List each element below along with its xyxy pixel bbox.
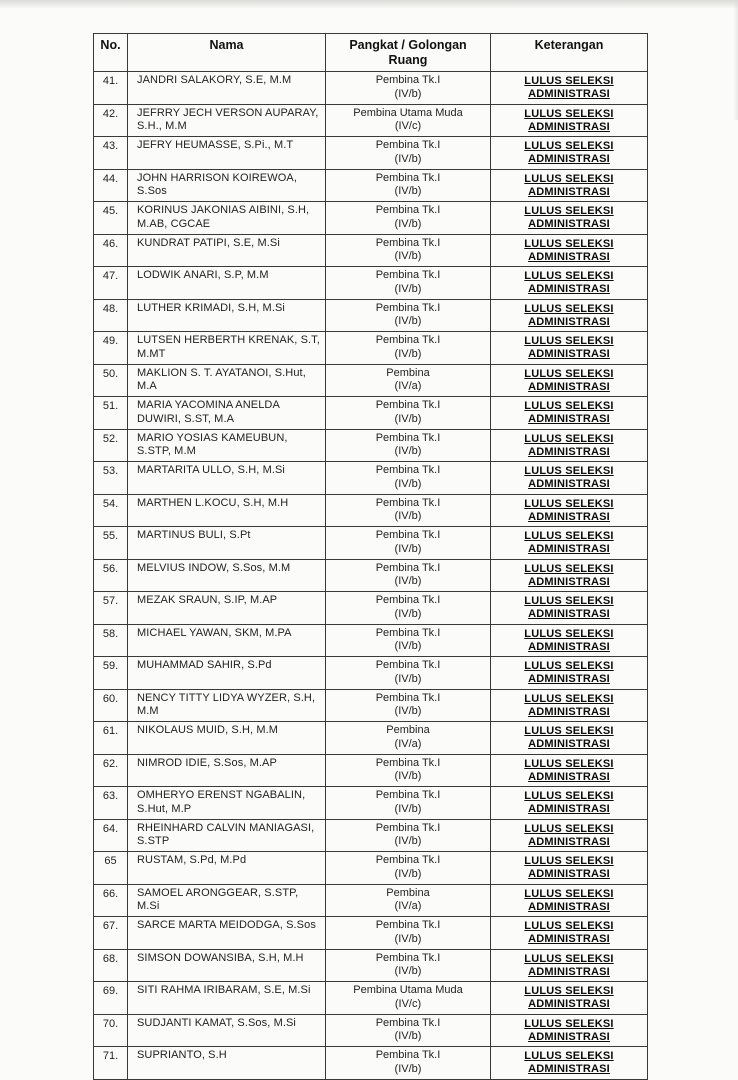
row-number: 42. (94, 104, 128, 137)
row-name: JOHN HARRISON KOIREWOA, S.Sos (128, 169, 326, 202)
pangkat-name: Pembina Tk.I (375, 561, 441, 574)
row-keterangan-cell (491, 202, 648, 235)
golongan-ruang: (IV/b) (394, 510, 422, 522)
row-keterangan-cell (491, 169, 648, 202)
row-name: NENCY TITTY LIDYA WYZER, S.H, M.M (128, 689, 326, 722)
row-name: JEFRY HEUMASSE, S.Pi., M.T (128, 137, 326, 170)
status-lulus-label: LULUS SELEKSI ADMINISTRASI (524, 270, 614, 295)
golongan-ruang: (IV/a) (394, 737, 422, 750)
row-name: KUNDRAT PATIPI, S.E, M.Si (128, 234, 326, 267)
row-pangkat-cell (326, 787, 491, 820)
pangkat-name: Pembina Tk.I (375, 1016, 441, 1029)
table-row (94, 527, 648, 560)
status-lulus-label: LULUS SELEKSI ADMINISTRASI (524, 530, 614, 555)
row-pangkat-cell (326, 104, 491, 137)
table-row (94, 332, 648, 365)
row-pangkat-cell (326, 169, 491, 202)
row-pangkat-cell (326, 819, 491, 852)
pangkat-name: Pembina Tk.I (375, 789, 441, 801)
pangkat-name: Pembina (386, 886, 430, 899)
status-lulus-label: LULUS SELEKSI ADMINISTRASI (524, 400, 614, 425)
status-lulus-label: LULUS SELEKSI ADMINISTRASI (524, 432, 614, 458)
table-row (94, 299, 648, 332)
row-pangkat-cell (326, 624, 491, 657)
table-row (94, 917, 648, 950)
pangkat-name: Pembina Tk.I (375, 594, 441, 606)
row-number: 59. (94, 657, 128, 690)
row-pangkat-cell (326, 982, 491, 1015)
row-number: 70. (94, 1014, 128, 1047)
row-pangkat-cell (326, 494, 491, 527)
table-row (94, 592, 648, 625)
row-keterangan-cell (491, 819, 648, 852)
row-name: JANDRI SALAKORY, S.E, M.M (128, 72, 326, 105)
row-keterangan-cell (491, 982, 648, 1015)
row-name: JEFRRY JECH VERSON AUPARAY, S.H., M.M (128, 104, 326, 137)
status-lulus-label: LULUS SELEKSI ADMINISTRASI (524, 465, 614, 490)
pangkat-name: Pembina Tk.I (375, 659, 441, 671)
pangkat-name: Pembina Tk.I (375, 951, 441, 964)
row-pangkat-cell (326, 72, 491, 105)
table-row (94, 657, 648, 690)
row-number: 47. (94, 267, 128, 300)
row-number: 41. (94, 72, 128, 105)
row-keterangan-cell (491, 624, 648, 657)
row-pangkat-cell (326, 949, 491, 982)
table-row (94, 852, 648, 885)
table-row (94, 364, 648, 397)
table-row (94, 202, 648, 235)
table-row (94, 169, 648, 202)
row-keterangan-cell (491, 364, 648, 397)
pangkat-name: Pembina (386, 366, 430, 379)
row-pangkat-cell (326, 852, 491, 885)
table-row (94, 462, 648, 495)
row-keterangan-cell (491, 267, 648, 300)
pangkat-name: Pembina Tk.I (375, 431, 441, 444)
table-row (94, 429, 648, 462)
row-keterangan-cell (491, 1047, 648, 1080)
row-number: 50. (94, 364, 128, 397)
golongan-ruang: (IV/b) (394, 217, 422, 230)
row-number: 52. (94, 429, 128, 462)
row-keterangan-cell (491, 72, 648, 105)
row-pangkat-cell (326, 722, 491, 755)
golongan-ruang: (IV/b) (394, 1030, 422, 1042)
row-pangkat-cell (326, 332, 491, 365)
row-number: 58. (94, 624, 128, 657)
row-number: 71. (94, 1047, 128, 1080)
row-keterangan-cell (491, 527, 648, 560)
golongan-ruang: (IV/b) (394, 1062, 422, 1075)
row-pangkat-cell (326, 429, 491, 462)
golongan-ruang: (IV/c) (394, 997, 422, 1010)
table-row (94, 494, 648, 527)
pangkat-name: Pembina Tk.I (375, 236, 441, 249)
row-pangkat-cell (326, 462, 491, 495)
row-keterangan-cell (491, 592, 648, 625)
pangkat-name: Pembina Tk.I (375, 301, 441, 314)
row-name: MAKLION S. T. AYATANOI, S.Hut, M.A (128, 364, 326, 397)
row-pangkat-cell (326, 689, 491, 722)
pangkat-name: Pembina Tk.I (375, 919, 441, 931)
row-name: LUTHER KRIMADI, S.H, M.Si (128, 299, 326, 332)
row-name: MARIO YOSIAS KAMEUBUN, S.STP, M.M (128, 429, 326, 462)
status-lulus-label: LULUS SELEKSI ADMINISTRASI (524, 692, 614, 718)
row-name: SITI RAHMA IRIBARAM, S.E, M.Si (128, 982, 326, 1015)
golongan-ruang: (IV/b) (394, 185, 422, 197)
row-name: KORINUS JAKONIAS AIBINI, S.H, M.AB, CGCAE (128, 202, 326, 235)
pangkat-name: Pembina Tk.I (375, 171, 441, 184)
status-lulus-label: LULUS SELEKSI ADMINISTRASI (524, 855, 614, 880)
golongan-ruang: (IV/b) (394, 412, 422, 425)
golongan-ruang: (IV/b) (394, 445, 422, 457)
status-lulus-label: LULUS SELEKSI ADMINISTRASI (524, 790, 614, 815)
status-lulus-label: LULUS SELEKSI ADMINISTRASI (524, 920, 614, 945)
table-row (94, 722, 648, 755)
pangkat-name: Pembina Tk.I (375, 464, 441, 476)
status-lulus-label: LULUS SELEKSI ADMINISTRASI (524, 952, 614, 978)
row-name: OMHERYO ERENST NGABALIN, S.Hut, M.P (128, 787, 326, 820)
status-lulus-label: LULUS SELEKSI ADMINISTRASI (524, 985, 614, 1010)
row-name: MELVIUS INDOW, S.Sos, M.M (128, 559, 326, 592)
row-name: MICHAEL YAWAN, SKM, M.PA (128, 624, 326, 657)
golongan-ruang: (IV/b) (394, 575, 422, 587)
row-pangkat-cell (326, 202, 491, 235)
row-keterangan-cell (491, 559, 648, 592)
scan-edge-artifact (0, 0, 738, 8)
row-keterangan-cell (491, 137, 648, 170)
row-pangkat-cell (326, 267, 491, 300)
header-row (94, 34, 648, 72)
row-pangkat-cell (326, 299, 491, 332)
row-pangkat-cell (326, 397, 491, 430)
golongan-ruang: (IV/b) (394, 607, 422, 620)
row-name: MARTARITA ULLO, S.H, M.Si (128, 462, 326, 495)
row-keterangan-cell (491, 949, 648, 982)
status-lulus-label: LULUS SELEKSI ADMINISTRASI (524, 627, 614, 653)
row-name: SUPRIANTO, S.H (128, 1047, 326, 1080)
row-keterangan-cell (491, 397, 648, 430)
status-lulus-label: LULUS SELEKSI ADMINISTRASI (524, 887, 614, 913)
status-lulus-label: LULUS SELEKSI ADMINISTRASI (524, 497, 614, 523)
status-lulus-label: LULUS SELEKSI ADMINISTRASI (524, 660, 614, 685)
golongan-ruang: (IV/b) (394, 250, 422, 262)
row-pangkat-cell (326, 657, 491, 690)
row-name: LODWIK ANARI, S.P, M.M (128, 267, 326, 300)
row-keterangan-cell (491, 332, 648, 365)
golongan-ruang: (IV/b) (394, 477, 422, 490)
status-lulus-label: LULUS SELEKSI ADMINISTRASI (524, 107, 614, 133)
table-row (94, 754, 648, 787)
scan-edge-artifact-right (733, 0, 738, 120)
table-row (94, 884, 648, 917)
golongan-ruang: (IV/c) (394, 120, 422, 132)
row-number: 54. (94, 494, 128, 527)
pangkat-name: Pembina Tk.I (375, 756, 441, 769)
golongan-ruang: (IV/b) (394, 347, 422, 360)
pangkat-name: Pembina Utama Muda (353, 984, 463, 996)
row-pangkat-cell (326, 917, 491, 950)
row-number: 48. (94, 299, 128, 332)
pangkat-name: Pembina (386, 724, 430, 736)
row-number: 44. (94, 169, 128, 202)
row-name: MARTHEN L.KOCU, S.H, M.H (128, 494, 326, 527)
row-keterangan-cell (491, 754, 648, 787)
header-pangkat-golongan-label: Pangkat / Golongan Ruang (349, 38, 467, 67)
row-pangkat-cell (326, 559, 491, 592)
table-row (94, 1047, 648, 1080)
golongan-ruang: (IV/b) (394, 542, 422, 555)
row-name: SAMOEL ARONGGEAR, S.STP, M.Si (128, 884, 326, 917)
row-keterangan-cell (491, 104, 648, 137)
status-lulus-label: LULUS SELEKSI ADMINISTRASI (524, 302, 614, 328)
row-number: 63. (94, 787, 128, 820)
golongan-ruang: (IV/b) (394, 835, 422, 847)
table-row (94, 982, 648, 1015)
status-lulus-label: LULUS SELEKSI ADMINISTRASI (524, 757, 614, 783)
row-number: 60. (94, 689, 128, 722)
row-name: MEZAK SRAUN, S.IP, M.AP (128, 592, 326, 625)
status-lulus-label: LULUS SELEKSI ADMINISTRASI (524, 237, 614, 263)
table-row (94, 559, 648, 592)
row-number: 66. (94, 884, 128, 917)
golongan-ruang: (IV/b) (394, 87, 422, 100)
pangkat-name: Pembina Tk.I (375, 821, 441, 834)
row-keterangan-cell (491, 689, 648, 722)
golongan-ruang: (IV/b) (394, 867, 422, 880)
status-lulus-label: LULUS SELEKSI ADMINISTRASI (524, 822, 614, 848)
row-name: SARCE MARTA MEIDODGA, S.Sos (128, 917, 326, 950)
row-name: SIMSON DOWANSIBA, S.H, M.H (128, 949, 326, 982)
golongan-ruang: (IV/a) (394, 900, 422, 912)
header-no: No. (94, 34, 128, 72)
pangkat-name: Pembina Tk.I (375, 139, 441, 151)
pangkat-name: Pembina Tk.I (375, 854, 441, 866)
row-name: RUSTAM, S.Pd, M.Pd (128, 852, 326, 885)
row-keterangan-cell (491, 917, 648, 950)
row-number: 67. (94, 917, 128, 950)
golongan-ruang: (IV/b) (394, 672, 422, 685)
golongan-ruang: (IV/a) (394, 380, 422, 392)
row-pangkat-cell (326, 1047, 491, 1080)
table-row (94, 137, 648, 170)
pangkat-name: Pembina Tk.I (375, 626, 441, 639)
pangkat-name: Pembina Tk.I (375, 1049, 441, 1061)
status-lulus-label: LULUS SELEKSI ADMINISTRASI (524, 562, 614, 588)
table-row (94, 234, 648, 267)
row-keterangan-cell (491, 299, 648, 332)
golongan-ruang: (IV/b) (394, 152, 422, 165)
pangkat-name: Pembina Tk.I (375, 334, 441, 346)
row-name: NIKOLAUS MUID, S.H, M.M (128, 722, 326, 755)
row-number: 43. (94, 137, 128, 170)
table-row (94, 104, 648, 137)
status-lulus-label: LULUS SELEKSI ADMINISTRASI (524, 1017, 614, 1043)
row-keterangan-cell (491, 494, 648, 527)
row-keterangan-cell (491, 234, 648, 267)
row-name: RHEINHARD CALVIN MANIAGASI, S.STP (128, 819, 326, 852)
row-keterangan-cell (491, 787, 648, 820)
pangkat-name: Pembina Tk.I (375, 399, 441, 411)
row-number: 45. (94, 202, 128, 235)
status-lulus-label: LULUS SELEKSI ADMINISTRASI (524, 205, 614, 230)
row-number: 69. (94, 982, 128, 1015)
table-row (94, 949, 648, 982)
row-name: MARIA YACOMINA ANELDA DUWIRI, S.ST, M.A (128, 397, 326, 430)
golongan-ruang: (IV/b) (394, 770, 422, 782)
row-keterangan-cell (491, 884, 648, 917)
row-number: 55. (94, 527, 128, 560)
golongan-ruang: (IV/b) (394, 282, 422, 295)
row-pangkat-cell (326, 884, 491, 917)
row-number: 49. (94, 332, 128, 365)
status-lulus-label: LULUS SELEKSI ADMINISTRASI (524, 335, 614, 360)
golongan-ruang: (IV/b) (394, 932, 422, 945)
row-name: MARTINUS BULI, S.Pt (128, 527, 326, 560)
golongan-ruang: (IV/b) (394, 965, 422, 977)
row-name: MUHAMMAD SAHIR, S.Pd (128, 657, 326, 690)
status-lulus-label: LULUS SELEKSI ADMINISTRASI (524, 1050, 614, 1075)
row-name: LUTSEN HERBERTH KRENAK, S.T, M.MT (128, 332, 326, 365)
row-number: 53. (94, 462, 128, 495)
pangkat-name: Pembina Tk.I (375, 496, 441, 509)
status-lulus-label: LULUS SELEKSI ADMINISTRASI (524, 367, 614, 393)
table-row (94, 624, 648, 657)
row-keterangan-cell (491, 462, 648, 495)
row-keterangan-cell (491, 1014, 648, 1047)
row-keterangan-cell (491, 429, 648, 462)
results-table (93, 33, 648, 1080)
row-pangkat-cell (326, 1014, 491, 1047)
header-keterangan: Keterangan (491, 34, 648, 72)
row-pangkat-cell (326, 137, 491, 170)
golongan-ruang: (IV/b) (394, 802, 422, 815)
table-row (94, 689, 648, 722)
pangkat-name: Pembina Tk.I (375, 269, 441, 281)
table-row (94, 787, 648, 820)
golongan-ruang: (IV/b) (394, 315, 422, 327)
table-row (94, 267, 648, 300)
status-lulus-label: LULUS SELEKSI ADMINISTRASI (524, 140, 614, 165)
table-row (94, 819, 648, 852)
table-row (94, 397, 648, 430)
row-pangkat-cell (326, 527, 491, 560)
row-number: 51. (94, 397, 128, 430)
row-keterangan-cell (491, 657, 648, 690)
table-row (94, 72, 648, 105)
pangkat-name: Pembina Tk.I (375, 529, 441, 541)
row-number: 62. (94, 754, 128, 787)
row-keterangan-cell (491, 722, 648, 755)
row-pangkat-cell (326, 754, 491, 787)
row-number: 61. (94, 722, 128, 755)
row-name: SUDJANTI KAMAT, S.Sos, M.Si (128, 1014, 326, 1047)
status-lulus-label: LULUS SELEKSI ADMINISTRASI (524, 725, 614, 750)
row-number: 56. (94, 559, 128, 592)
golongan-ruang: (IV/b) (394, 705, 422, 717)
status-lulus-label: LULUS SELEKSI ADMINISTRASI (524, 172, 614, 198)
row-number: 65 (94, 852, 128, 885)
status-lulus-label: LULUS SELEKSI ADMINISTRASI (524, 595, 614, 620)
row-number: 57. (94, 592, 128, 625)
row-name: NIMROD IDIE, S.Sos, M.AP (128, 754, 326, 787)
table-body (94, 72, 648, 1080)
pangkat-name: Pembina Tk.I (375, 204, 441, 216)
row-keterangan-cell (491, 852, 648, 885)
header-nama: Nama (128, 34, 326, 72)
row-pangkat-cell (326, 592, 491, 625)
row-pangkat-cell (326, 234, 491, 267)
row-number: 64. (94, 819, 128, 852)
table-row (94, 1014, 648, 1047)
row-number: 46. (94, 234, 128, 267)
row-pangkat-cell (326, 364, 491, 397)
status-lulus-label: LULUS SELEKSI ADMINISTRASI (524, 75, 614, 100)
pangkat-name: Pembina Tk.I (375, 74, 441, 86)
header-pangkat-golongan (326, 34, 491, 72)
pangkat-name: Pembina Tk.I (375, 691, 441, 704)
golongan-ruang: (IV/b) (394, 640, 422, 652)
row-number: 68. (94, 949, 128, 982)
pangkat-name: Pembina Utama Muda (353, 106, 463, 119)
